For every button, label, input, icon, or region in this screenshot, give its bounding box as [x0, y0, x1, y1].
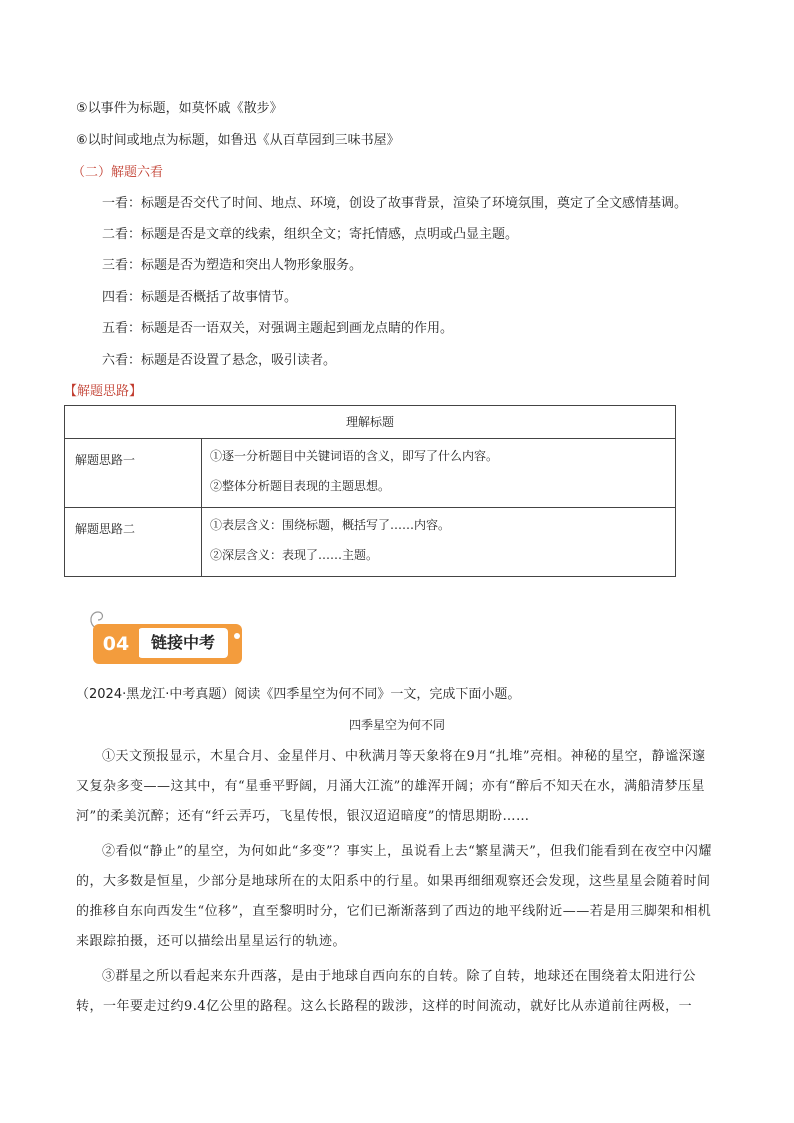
row-label: 解题思路二 [65, 508, 202, 577]
section-two-title: （二）解题六看 [72, 165, 164, 180]
look-3: 三看：标题是否为塑造和突出人物形象服务。 [102, 258, 363, 273]
badge-label: 链接中考 [138, 628, 228, 658]
table-row [65, 508, 676, 577]
look-5: 五看：标题是否一语双关，对强调主题起到画龙点睛的作用。 [102, 321, 454, 336]
article-paragraph-3: ③群星之所以看起来东升西落，是由于地球自西向东的自转。除了自转，地球还在围绕着太阳进行公转，一年要走过约9.4亿公里的路程。这么长路程的跋涉，这样的时间流动，就好比从赤道前往两极，一 [76, 969, 697, 1014]
approach-heading: 【解题思路】 [64, 384, 143, 399]
row-label: 解题思路一 [65, 439, 202, 508]
approach-table [64, 405, 676, 577]
article-paragraph-2: ②看似“静止”的星空，为何如此“多变”？事实上，虽说看上去“繁星满天”，但我们能看到在夜空中闪耀的，大多数是恒星，少部分是地球所在的太阳系中的行星。如果再细细观察还会发现，这些星星会随着时间的推移自东向西发生“位移”，直至黎明时分，它们已渐渐落到了西边的地平线附近——若是用三脚架和相机来跟踪拍摄，还可以描绘出星星运行的轨迹。 [76, 844, 712, 949]
question-intro: （2024·黑龙江·中考真题）阅读《四季星空为何不同》一文，完成下面小题。 [76, 687, 521, 702]
badge-notch [234, 633, 240, 639]
row-point: ①逐一分析题目中关键词语的含义，即写了什么内容。 [210, 449, 499, 463]
row-points [202, 508, 676, 577]
look-2: 二看：标题是否是文章的线索，组织全文；寄托情感，点明或凸显主题。 [102, 227, 519, 242]
list-item-5: ⑤以事件为标题，如莫怀戚《散步》 [76, 101, 283, 116]
badge-label-box [134, 624, 242, 664]
table-header-row [65, 406, 676, 439]
badge-number: 04 [93, 624, 139, 664]
look-1: 一看：标题是否交代了时间、地点、环境，创设了故事背景，渲染了环境氛围，奠定了全文感情基调。 [102, 196, 688, 211]
list-item-6: ⑥以时间或地点为标题，如鲁迅《从百草园到三味书屋》 [76, 133, 400, 148]
look-6: 六看：标题是否设置了悬念，吸引读者。 [102, 353, 337, 368]
row-point: ②整体分析题目表现的主题思想。 [210, 479, 391, 493]
row-points [202, 439, 676, 508]
table-header: 理解标题 [65, 406, 676, 439]
table-row [65, 439, 676, 508]
article-title: 四季星空为何不同 [348, 718, 445, 732]
row-point: ②深层含义：表现了……主题。 [210, 548, 379, 562]
section-badge [86, 606, 248, 666]
row-point: ①表层含义：围绕标题，概括写了……内容。 [210, 518, 451, 532]
article-paragraph-1: ①天文预报显示，木星合月、金星伴月、中秋满月等天象将在9月“扎堆”亮相。神秘的星空，静谧深邃又复杂多变——这其中，有“星垂平野阔，月涌大江流”的雄浑开阔；亦有“醉后不知天在水，满船清梦压星河”的柔美沉醉；还有“纤云弄巧，飞星传恨，银汉迢迢暗度”的情思期盼…… [76, 749, 706, 824]
look-4: 四看：标题是否概括了故事情节。 [102, 290, 298, 305]
